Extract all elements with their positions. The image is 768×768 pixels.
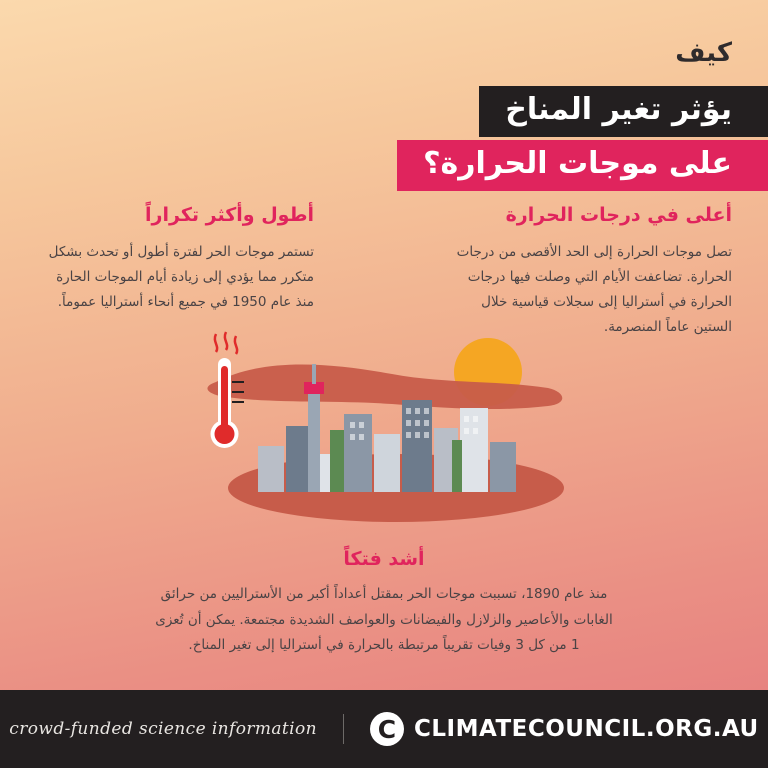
climate-council-logo-icon: C (370, 712, 404, 746)
footer-tagline: crowd-funded science information (9, 719, 317, 739)
column-hotter-body: تصل موجات الحرارة إلى الحد الأقصى من درجات الحرارة. تضاعفت الأيام التي وصلت فيها درجات الحرارة في أستراليا إلى سجلات قياسية خلال الستين عاماً المنصرمة. (456, 243, 732, 335)
column-longer-heading: أطول وأكثر تكراراً (145, 204, 314, 226)
footer-bar (0, 690, 768, 768)
footer-brand[interactable] (370, 712, 759, 746)
illustration (196, 330, 596, 540)
header-kicker: كيف (675, 38, 732, 68)
footer-brand-text: CLIMATECOUNCIL.ORG.AU (413, 716, 759, 742)
column-longer (36, 204, 314, 315)
column-longer-body: تستمر موجات الحر لفترة أطول أو تحدث بشكل متكرر مما يؤدي إلى زيادة أيام الموجات الحارة منذ عام 1950 في جميع أنحاء أستراليا عموماً. (48, 243, 314, 310)
column-hotter (454, 204, 732, 340)
footer-divider (343, 714, 344, 744)
column-hotter-heading: أعلى في درجات الحرارة (505, 204, 732, 226)
section-deadlier-heading: أشد فتكاً (343, 548, 425, 570)
section-deadlier-body: منذ عام 1890، تسببت موجات الحر بمقتل أعداداً أكبر من الأستراليين من حرائق الغابات والأعاصير والزلازل والفيضانات والعواصف الشديدة مجتمعة. يمكن أن تُعزى 1 من كل 3 وفيات تقريباً مرتبطة بالحرارة في أستراليا إلى تغير المناخ. (155, 586, 613, 654)
header-title-line-1: يؤثر تغير المناخ (479, 86, 768, 137)
section-deadlier (149, 548, 619, 659)
header-title-line-2: على موجات الحرارة؟ (397, 140, 768, 191)
